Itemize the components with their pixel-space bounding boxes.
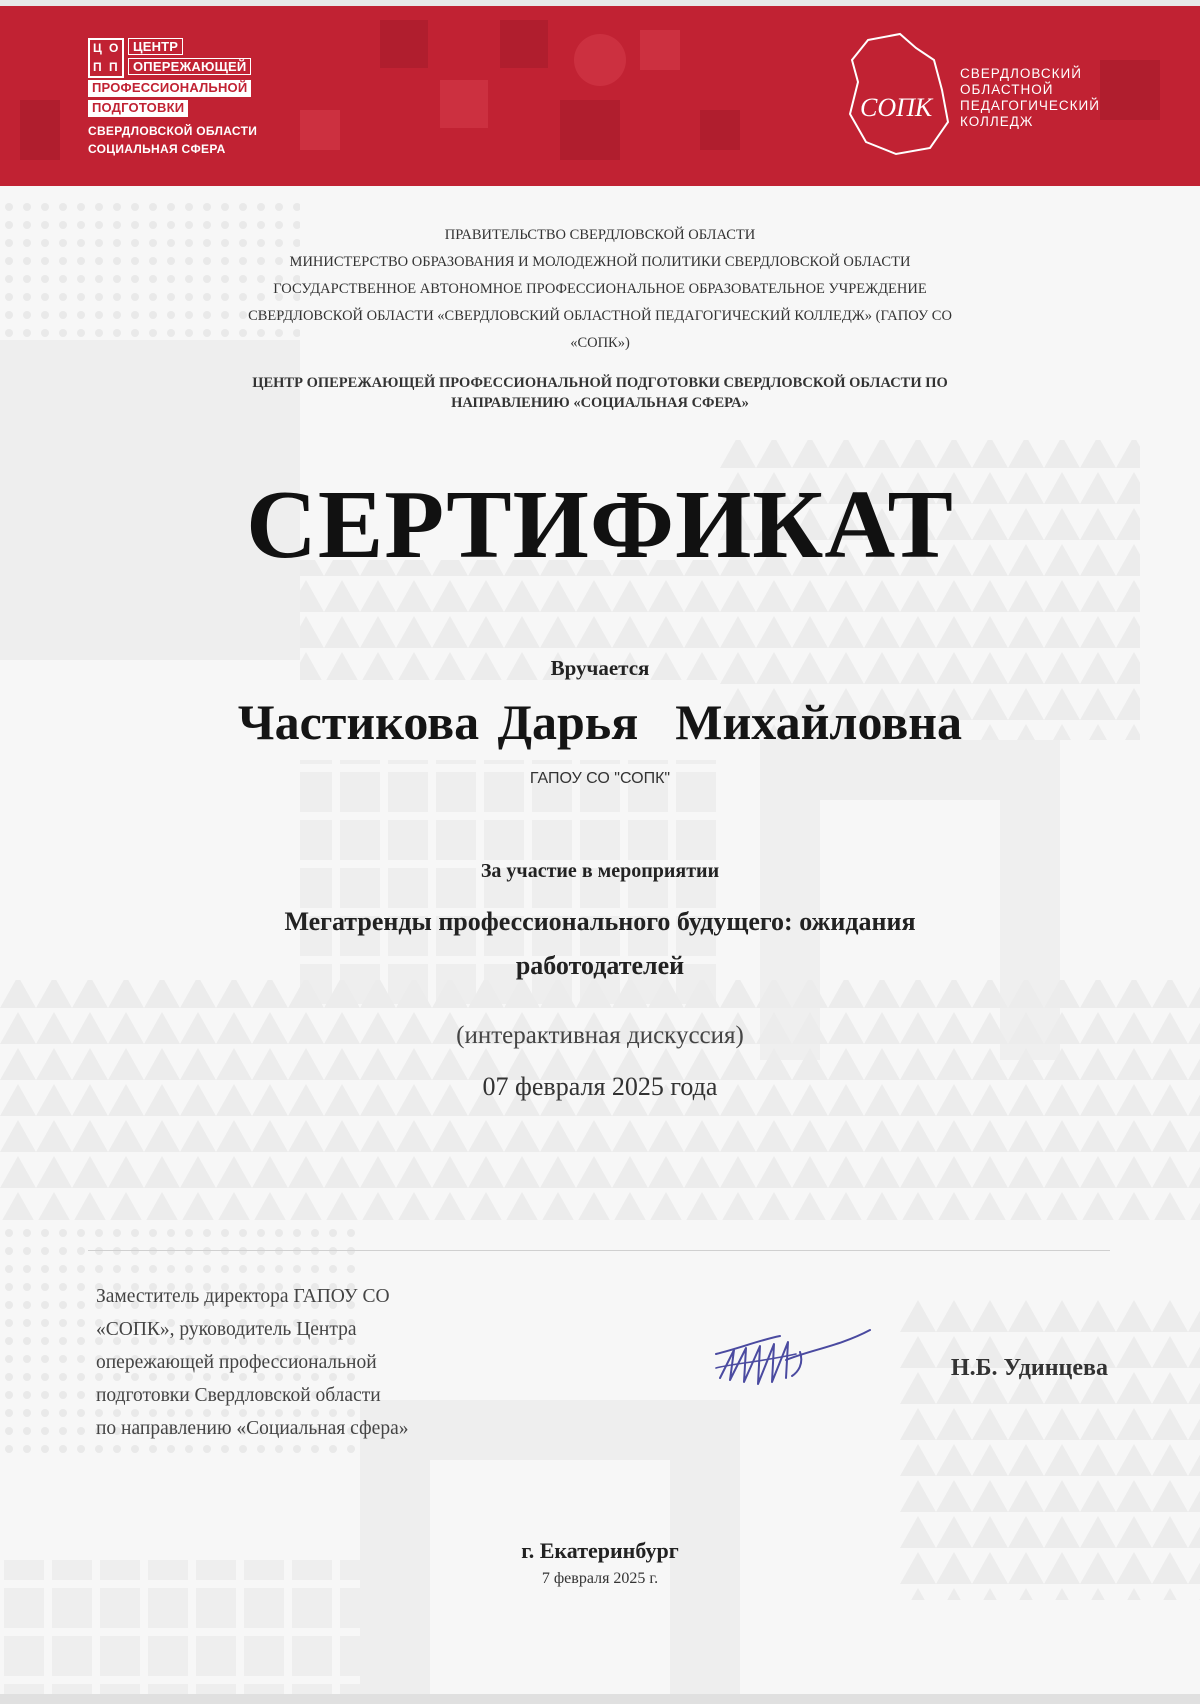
signatory-position: Заместитель директора ГАПОУ СО «СОПК», руководитель Центра опережающей профессиональной подготовки Свердловской области по направлению «Социальная сфера»	[96, 1286, 409, 1439]
header-band	[0, 0, 1200, 186]
recipient-organization: ГАПОУ СО "СОПК"	[529, 770, 671, 787]
certificate-title: СЕРТИФИКАТ	[246, 471, 954, 579]
handwritten-signature	[700, 1320, 900, 1410]
recipient-name: Частикова Дарья Михайловна	[237, 694, 963, 750]
issuer-line-3: ГОСУДАРСТВЕННОЕ АВТОНОМНОЕ ПРОФЕССИОНАЛЬНОЕ ОБРАЗОВАТЕЛЬНОЕ УЧРЕЖДЕНИЕ	[273, 281, 927, 297]
sopk-emblem	[838, 30, 958, 160]
sopk-emblem-text: СОПК	[860, 93, 933, 122]
signatory-name: Н.Б. Удинцева	[950, 1355, 1108, 1381]
copp-subtitle-2: СОЦИАЛЬНАЯ СФЕРА	[88, 142, 226, 156]
sopk-logo	[838, 30, 1138, 160]
copp-subtitle-1: СВЕРДЛОВСКОЙ ОБЛАСТИ	[88, 124, 258, 138]
center-name-line-2: НАПРАВЛЕНИЮ «СОЦИАЛЬНАЯ СФЕРА»	[451, 395, 749, 411]
issue-city: г. Екатеринбург	[521, 1538, 679, 1563]
event-title-line-1: Мегатренды профессионального будущего: ожидания	[284, 907, 916, 936]
event-format: (интерактивная дискуссия)	[456, 1022, 744, 1049]
center-name-block	[100, 373, 1100, 413]
sopk-name: СВЕРДЛОВСКИЙ ОБЛАСТНОЙ ПЕДАГОГИЧЕСКИЙ КОЛЛЕДЖ	[960, 66, 1100, 129]
event-title-line-2: работодателей	[515, 951, 685, 980]
issuer-line-4: СВЕРДЛОВСКОЙ ОБЛАСТИ «СВЕРДЛОВСКИЙ ОБЛАСТНОЙ ПЕДАГОГИЧЕСКИЙ КОЛЛЕДЖ» (ГАПОУ СО	[248, 308, 952, 324]
issue-date: 7 февраля 2025 г.	[541, 1570, 659, 1587]
event-date: 07 февраля 2025 года	[482, 1072, 718, 1101]
awarded-label: Вручается	[550, 656, 650, 680]
signature-divider	[88, 1250, 1110, 1251]
issuer-block	[100, 222, 1100, 357]
issuer-line-2: МИНИСТЕРСТВО ОБРАЗОВАНИЯ И МОЛОДЕЖНОЙ ПОЛИТИКИ СВЕРДЛОВСКОЙ ОБЛАСТИ	[289, 254, 911, 270]
issuer-line-1: ПРАВИТЕЛЬСТВО СВЕРДЛОВСКОЙ ОБЛАСТИ	[444, 227, 756, 243]
copp-monogram: Ц О П П	[88, 38, 124, 78]
copp-line-2: ОПЕРЕЖАЮЩЕЙ	[128, 58, 251, 75]
copp-line-1: ЦЕНТР	[128, 38, 183, 55]
copp-line-3: ПРОФЕССИОНАЛЬНОЙ	[88, 80, 251, 97]
center-name-line-1: ЦЕНТР ОПЕРЕЖАЮЩЕЙ ПРОФЕССИОНАЛЬНОЙ ПОДГОТОВКИ СВЕРДЛОВСКОЙ ОБЛАСТИ ПО	[252, 375, 948, 391]
copp-logo	[88, 38, 328, 170]
participation-label: За участие в мероприятии	[480, 860, 720, 882]
issuer-line-5: «СОПК»)	[570, 335, 630, 351]
copp-line-4: ПОДГОТОВКИ	[88, 100, 188, 117]
event-title	[200, 900, 1000, 988]
